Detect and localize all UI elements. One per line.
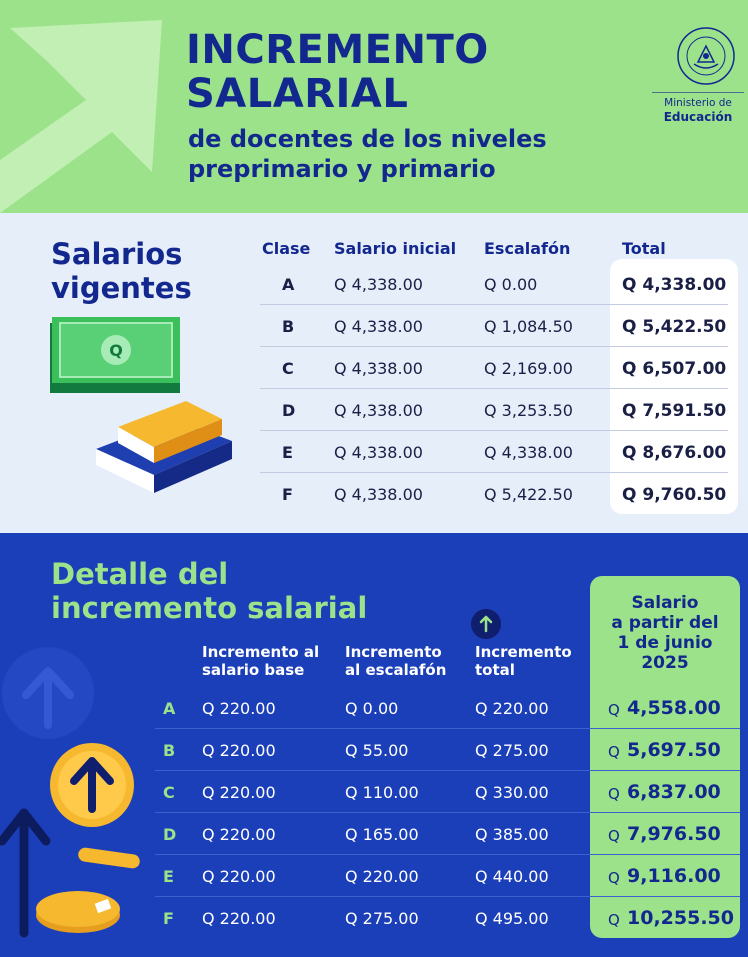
cell-clase: E: [163, 867, 174, 886]
cell-total: Q 9,760.50: [622, 485, 727, 505]
table-row: [260, 263, 728, 305]
cell-clase: D: [282, 401, 296, 420]
currency-symbol: Q: [608, 785, 620, 803]
title-line: INCREMENTO: [186, 27, 489, 73]
header-line: total: [475, 661, 515, 679]
table-row: [155, 855, 740, 897]
current-salaries-section: [0, 213, 748, 533]
header-line: salario base: [202, 661, 305, 679]
cell-total: Q 4,338.00: [622, 275, 727, 295]
cell-escalafon: Q 1,084.50: [484, 317, 573, 336]
cell-clase: E: [282, 443, 293, 462]
cell-inc-base: Q 220.00: [202, 741, 276, 760]
cell-clase: A: [282, 275, 295, 294]
table-row: [155, 729, 740, 771]
ministry-line-2: Educación: [663, 110, 733, 124]
books-icon: [94, 389, 234, 499]
cell-escalafon: Q 4,338.00: [484, 443, 573, 462]
cell-inc-escalafon: Q 220.00: [345, 867, 419, 886]
cell-inc-total: Q 330.00: [475, 783, 549, 802]
cell-clase: C: [282, 359, 294, 378]
cell-salario-inicial: Q 4,338.00: [334, 275, 423, 294]
cell-salario-inicial: Q 4,338.00: [334, 359, 423, 378]
page-title: [186, 28, 489, 116]
table-row: [260, 431, 728, 473]
cell-escalafon: Q 0.00: [484, 275, 538, 294]
cell-inc-base: Q 220.00: [202, 909, 276, 928]
currency-symbol: Q: [608, 827, 620, 845]
cell-clase: D: [163, 825, 177, 844]
subtitle-line: de docentes de los niveles: [188, 125, 547, 153]
subtitle-line: preprimario y primario: [188, 155, 496, 183]
increase-detail-section: [0, 533, 748, 957]
coins-arrows-illustration: [0, 633, 150, 957]
cell-inc-total: Q 495.00: [475, 909, 549, 928]
cell-inc-total: Q 440.00: [475, 867, 549, 886]
cell-clase: F: [163, 909, 174, 928]
cell-inc-escalafon: Q 275.00: [345, 909, 419, 928]
col-header-inc-total: [475, 643, 572, 679]
header-line: a partir del: [611, 613, 719, 633]
table-row: [155, 897, 740, 939]
cell-inc-base: Q 220.00: [202, 783, 276, 802]
cell-salario-inicial: Q 4,338.00: [334, 485, 423, 504]
cell-new-salary: 10,255.50: [627, 907, 734, 929]
ministry-line-1: Ministerio de: [664, 97, 732, 109]
cell-inc-base: Q 220.00: [202, 825, 276, 844]
page-subtitle: [188, 124, 547, 184]
currency-symbol: Q: [608, 743, 620, 761]
cell-inc-escalafon: Q 55.00: [345, 741, 409, 760]
cell-new-salary: 6,837.00: [627, 781, 721, 803]
header-line: Incremento: [345, 643, 442, 661]
section-title-line: incremento salarial: [51, 591, 368, 625]
section-title-line: Detalle del: [51, 557, 229, 591]
header-banner: [0, 0, 748, 213]
cell-new-salary: 9,116.00: [627, 865, 721, 887]
cell-total: Q 5,422.50: [622, 317, 727, 337]
table-row: [260, 305, 728, 347]
current-salaries-title: [51, 237, 192, 305]
header-line: al escalafón: [345, 661, 447, 679]
cell-new-salary: 5,697.50: [627, 739, 721, 761]
cell-clase: F: [282, 485, 293, 504]
cell-clase: B: [163, 741, 176, 760]
cell-escalafon: Q 5,422.50: [484, 485, 573, 504]
section-title-line: Salarios: [51, 237, 183, 271]
cell-total: Q 8,676.00: [622, 443, 727, 463]
cell-inc-escalafon: Q 0.00: [345, 699, 399, 718]
money-bill-icon: [50, 317, 182, 395]
col-header-inc-escalafon: [345, 643, 446, 679]
col-header-clase: Clase: [262, 239, 311, 258]
increase-detail-title: [51, 557, 367, 625]
table-row: [260, 473, 728, 515]
table-row: [155, 813, 740, 855]
up-arrow-badge-icon: [471, 609, 501, 639]
guatemala-seal-icon: [676, 26, 736, 86]
cell-total: Q 7,591.50: [622, 401, 727, 421]
table-row: [260, 389, 728, 431]
cell-inc-total: Q 220.00: [475, 699, 549, 718]
cell-salario-inicial: Q 4,338.00: [334, 317, 423, 336]
section-title-line: vigentes: [51, 271, 192, 305]
header-line: Salario: [631, 593, 699, 613]
cell-clase: C: [163, 783, 175, 802]
cell-clase: B: [282, 317, 295, 336]
currency-symbol: Q: [608, 701, 620, 719]
cell-new-salary: 7,976.50: [627, 823, 721, 845]
table-row: [260, 347, 728, 389]
currency-symbol: Q: [608, 869, 620, 887]
header-line: Incremento al: [202, 643, 320, 661]
header-line: 2025: [641, 653, 689, 673]
cell-escalafon: Q 3,253.50: [484, 401, 573, 420]
cell-inc-escalafon: Q 165.00: [345, 825, 419, 844]
cell-inc-total: Q 385.00: [475, 825, 549, 844]
ministry-logo: [652, 92, 744, 124]
cell-inc-base: Q 220.00: [202, 867, 276, 886]
col-header-inc-base: [202, 643, 319, 679]
cell-total: Q 6,507.00: [622, 359, 727, 379]
currency-symbol: Q: [608, 911, 620, 929]
header-line: 1 de junio: [617, 633, 713, 653]
col-header-total: Total: [622, 239, 666, 258]
ministry-rule: [652, 92, 744, 93]
svg-text:Q: Q: [109, 341, 123, 360]
col-header-escalafon: Escalafón: [484, 239, 571, 258]
cell-escalafon: Q 2,169.00: [484, 359, 573, 378]
cell-inc-escalafon: Q 110.00: [345, 783, 419, 802]
cell-new-salary: 4,558.00: [627, 697, 721, 719]
col-header-new-salary: [590, 593, 740, 673]
table-row: [155, 771, 740, 813]
header-line: Incremento: [475, 643, 572, 661]
table-row: [155, 687, 740, 729]
cell-inc-base: Q 220.00: [202, 699, 276, 718]
col-header-salario-inicial: Salario inicial: [334, 239, 457, 258]
cell-salario-inicial: Q 4,338.00: [334, 401, 423, 420]
cell-salario-inicial: Q 4,338.00: [334, 443, 423, 462]
diagonal-arrow-icon: [0, 0, 180, 213]
title-line: SALARIAL: [186, 71, 409, 117]
cell-clase: A: [163, 699, 176, 718]
cell-inc-total: Q 275.00: [475, 741, 549, 760]
